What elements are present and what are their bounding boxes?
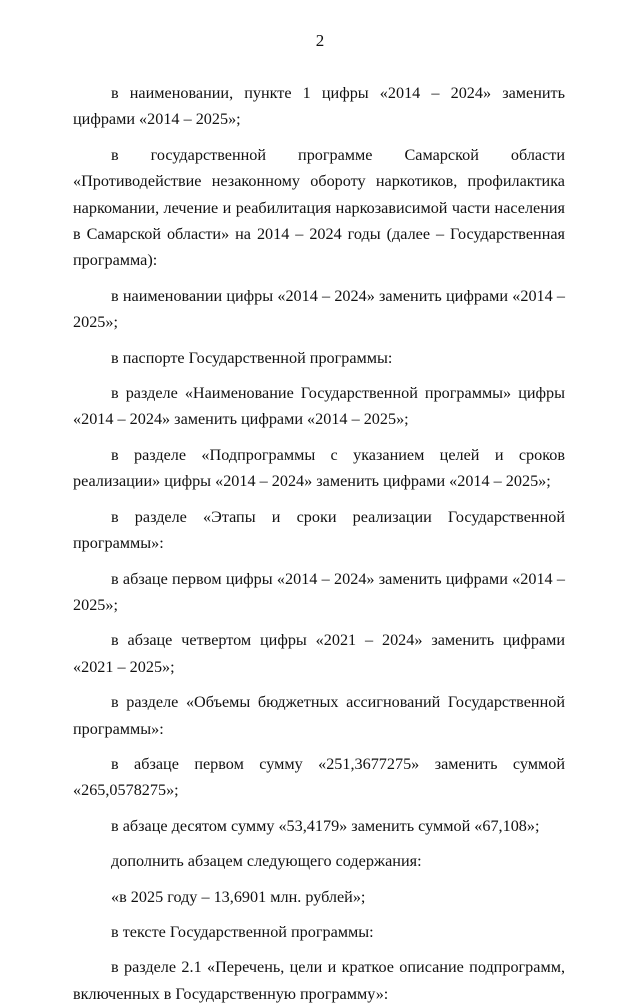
- paragraph-first-line: в абзаце десятом сумму «53,4179» заменить суммой «67,108»;: [111, 816, 540, 835]
- paragraph-first-line: в разделе «Наименование Государственной программы» цифры: [111, 384, 565, 403]
- paragraph-first-line: в наименовании цифры «2014 – 2024» заменить цифрами: [111, 286, 509, 305]
- paragraph: [73, 848, 565, 874]
- paragraph: [73, 751, 565, 804]
- paragraph: [73, 380, 565, 433]
- paragraph: [73, 442, 565, 495]
- paragraph: [73, 345, 565, 371]
- paragraph-continuation: незаконному обороту наркотиков, профилактика наркомании, лечение и реабилитация наркозависимой части населения в Самарской области» на 2014 – 2024 годы (далее – Государственная программа):: [73, 172, 565, 270]
- paragraph-continuation: включенных в Государственную программу»:: [73, 984, 389, 1003]
- paragraph-first-line: в наименовании, пункте 1 цифры «2014 – 2024» заменить цифрами: [73, 84, 565, 129]
- paragraph: [73, 627, 565, 680]
- paragraph-continuation: «2014 – 2025»;: [73, 286, 566, 332]
- paragraph: [73, 813, 565, 839]
- paragraph-continuation: «2014 – 2024» заменить цифрами «2014 – 2025»;: [73, 410, 409, 429]
- paragraph-first-line: «в 2025 году – 13,6901 млн. рублей»;: [111, 887, 366, 906]
- paragraph-continuation: цифры «2014 – 2024» заменить цифрами «2014 – 2025»;: [164, 472, 551, 491]
- paragraph-continuation: «2021 – 2025»;: [73, 657, 175, 676]
- paragraph: [73, 142, 565, 274]
- paragraph: [73, 80, 565, 133]
- document-body: [73, 80, 565, 1007]
- paragraph-continuation: «2014 – 2025»;: [73, 569, 566, 614]
- paragraph: [73, 504, 565, 557]
- paragraph: [73, 919, 565, 945]
- paragraph-first-line: в разделе 2.1 «Перечень, цели и краткое описание подпрограмм,: [111, 958, 565, 977]
- paragraph-first-line: в абзаце первом сумму «251,3677275» заменить суммой: [111, 754, 565, 773]
- paragraph-first-line: дополнить абзацем следующего содержания:: [111, 852, 422, 871]
- paragraph-first-line: в абзаце первом цифры «2014 – 2024» заменить цифрами: [111, 569, 508, 588]
- paragraph: [73, 283, 565, 336]
- paragraph: [73, 689, 565, 742]
- paragraph: [73, 884, 565, 910]
- paragraph: [73, 566, 565, 619]
- page-number: 2: [315, 31, 325, 50]
- paragraph-first-line: в тексте Государственной программы:: [111, 922, 374, 941]
- paragraph-continuation: программы»:: [73, 719, 164, 738]
- paragraph-first-line: в государственной программе Самарской области «Противодействие: [73, 145, 565, 191]
- paragraph-continuation: «265,0578275»;: [73, 781, 179, 800]
- paragraph-first-line: в разделе «Подпрограммы с указанием целей и сроков реализации»: [73, 445, 565, 491]
- paragraph-first-line: в разделе «Объемы бюджетных ассигнований Государственной: [111, 693, 565, 712]
- paragraph: [73, 954, 565, 1007]
- paragraph-first-line: в паспорте Государственной программы:: [111, 348, 393, 367]
- paragraph-continuation: «2014 – 2025»;: [139, 110, 241, 129]
- paragraph-first-line: в абзаце четвертом цифры «2021 – 2024» заменить цифрами: [111, 631, 565, 650]
- paragraph-first-line: в разделе «Этапы и сроки реализации Государственной программы»:: [73, 507, 565, 553]
